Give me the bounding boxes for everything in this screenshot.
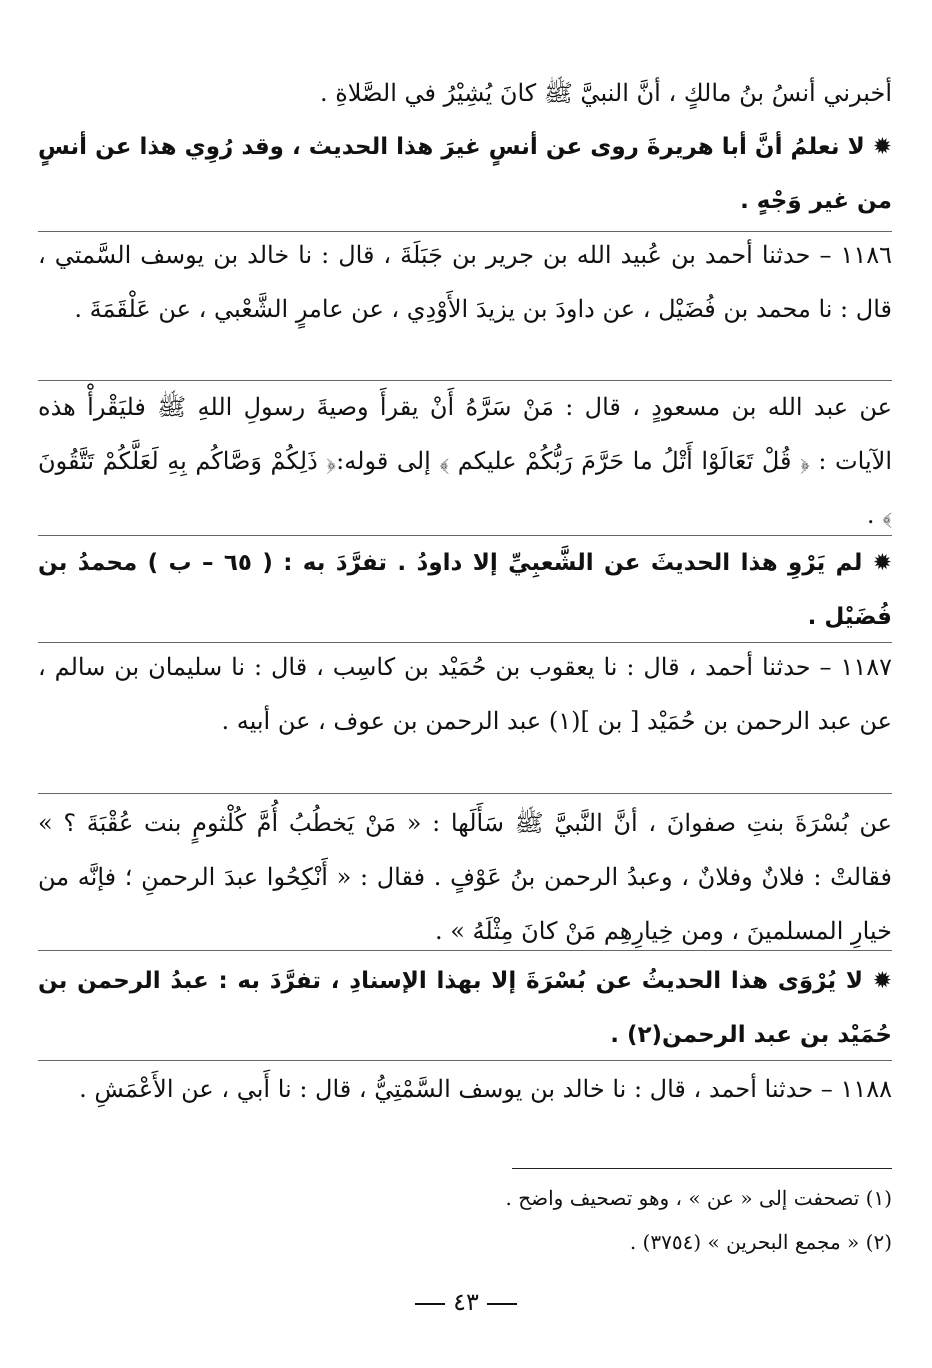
- paragraph-5-commentary: ✹ لم يَرْوِ هذا الحديثَ عن الشَّعبِيِّ إلا داودُ . تفرَّدَ به : ( ٦٥ – ب ) محمدُ بن فُضَيْل .: [38, 550, 892, 630]
- footnote-rule: [512, 1168, 892, 1169]
- footnote-1: (١) تصحفت إلى « عن » ، وهو تصحيف واضح .: [505, 1186, 892, 1210]
- paragraph-3-hadith-1186: ١١٨٦ – حدثنا أحمد بن عُبيد الله بن جرير بن جَبَلَةَ ، قال : نا خالد بن يوسف السَّمتي ، قال : نا محمد بن فُضَيْل ، عن داودَ بن يزيدَ الأَوْدِي ، عن عامرٍ الشَّعْبي ، عن عَلْقَمَةَ .: [38, 241, 892, 323]
- footnote-2: (٢) « مجمع البحرين » (٣٧٥٤) .: [629, 1230, 892, 1254]
- paragraph-2-commentary: ✹ لا نعلمُ أنَّ أبا هريرةَ روى عن أنسٍ غيرَ هذا الحديث ، وقد رُوِي هذا عن أنسٍ من غير وَجْهٍ .: [38, 134, 892, 214]
- page-number-dash-right: [415, 1303, 445, 1305]
- paragraph-8-commentary: ✹ لا يُرْوَى هذا الحديثُ عن بُسْرَةَ إلا بهذا الإسنادِ ، تفرَّدَ به : عبدُ الرحمن بن حُمَيْد بن عبد الرحمن(٢) .: [38, 968, 892, 1048]
- paragraph-7: عن بُسْرَةَ بنتِ صفوانَ ، أنَّ النَّبيَّ ﷺ سَأَلَها : « مَنْ يَخطُبُ أُمَّ كُلْثومٍ بنت عُقْبَةَ ؟ » فقالتْ : فلانٌ وفلانٌ ، وعبدُ الرحمن بنُ عَوْفٍ . فقال : « أَنْكِحُوا عبدَ الرحمنِ ؛ فإنَّه من خيارِ المسلمينَ ، ومن خِيارِهِم مَنْ كانَ مِثْلَهُ » .: [38, 809, 892, 945]
- separator-7: [38, 1060, 892, 1061]
- page-number-line: [0, 1288, 932, 1316]
- page-number-dash-left: [487, 1303, 517, 1305]
- paragraph-9-hadith-1188: ١١٨٨ – حدثنا أحمد ، قال : نا خالد بن يوسف السَّمْتِيُّ ، قال : نا أَبي ، عن الأَعْمَشِ .: [79, 1075, 892, 1103]
- paragraph-4: عن عبد الله بن مسعودٍ ، قال : مَنْ سَرَّهُ أَنْ يقرأَ وصيةَ رسولِ اللهِ ﷺ فليَقْرأْ هذه الآيات : ﴿ قُلْ تَعَالَوْا أَتْلُ ما حَرَّمَ رَبُّكُمْ عليكم ﴾ إلى قوله:﴿ ذَلِكُمْ وَصَّاكُم بِهِ لَعَلَّكُمْ تَتَّقُونَ ﴾ .: [38, 393, 892, 529]
- paragraph-1: أخبرني أنسُ بنُ مالكٍ ، أنَّ النبيَّ ﷺ كانَ يُشِيْرُ في الصَّلاةِ .: [319, 79, 892, 107]
- paragraph-6-hadith-1187: ١١٨٧ – حدثنا أحمد ، قال : نا يعقوب بن حُمَيْد بن كاسِب ، قال : نا سليمان بن سالم ، عن عبد الرحمن بن حُمَيْد [ بن ](١) عبد الرحمن بن عوف ، عن أبيه .: [38, 653, 892, 735]
- separator-5: [38, 793, 892, 794]
- page-number: ٤٣: [453, 1288, 479, 1316]
- separator-6: [38, 950, 892, 951]
